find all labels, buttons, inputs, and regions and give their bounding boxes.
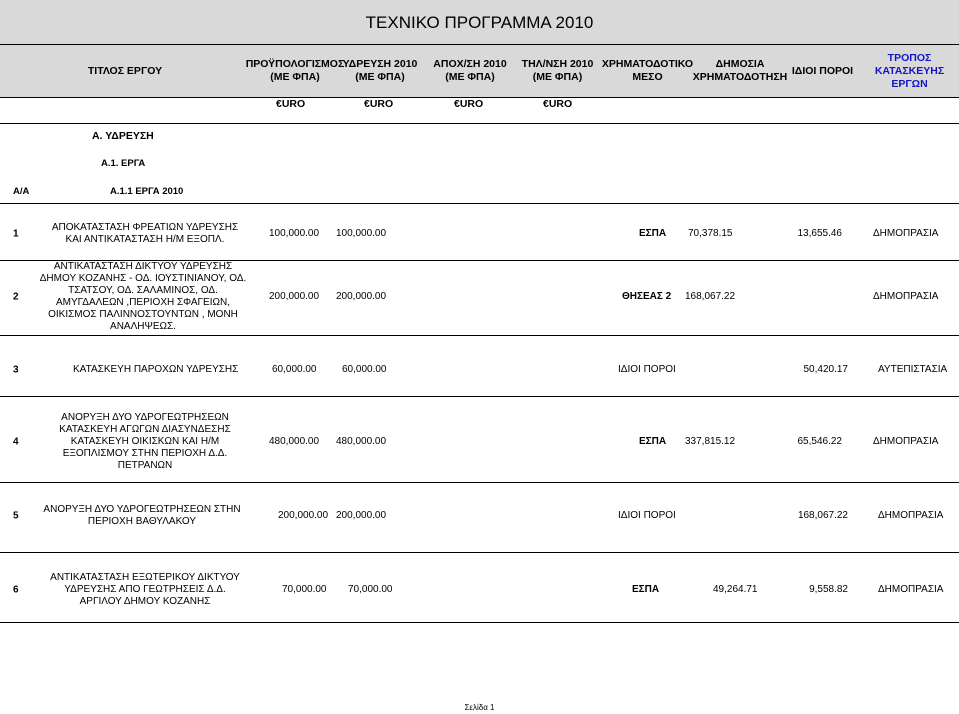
row-number: 3 xyxy=(13,364,19,376)
row-number: 2 xyxy=(13,291,19,303)
table-row xyxy=(0,214,959,254)
header-financial: ΧΡΗΜΑΤΟΔΟΤΙΚΟ ΜΕΣΟ xyxy=(601,58,694,83)
page-footer: Σελίδα 1 xyxy=(464,703,495,712)
header-water: ΥΔΡΕΥΣΗ 2010 (ΜΕ ΦΠΑ) xyxy=(342,58,418,83)
row-budget: 480,000.00 xyxy=(269,436,320,447)
row-funding: ΘΗΣΕΑΣ 2 xyxy=(622,291,672,302)
row-budget: 100,000.00 xyxy=(269,228,320,239)
row-title: ΑΝΟΡΥΞΗ ΔΥΟ ΥΔΡΟΓΕΩΤΡΗΣΕΩΝ ΚΑΤΑΣΚΕΥΗ ΑΓΩΓΩΝ ΔΙΑΣΥΝΔΕΣΗΣ ΚΑΤΑΣΚΕΥΗ ΟΙΚΙΣΚΩΝ ΚΑΙ Η/Μ ΕΞΟΠΛΙΣΜΟΥ ΣΤΗΝ ΠΕΡΙΟΧΗ Δ.Δ. ΠΕΤΡΑΝΩΝ xyxy=(59,412,231,471)
row-own: 168,067.22 xyxy=(797,510,848,521)
table-row xyxy=(0,570,959,610)
row-title: ΑΝΟΡΥΞΗ ΔΥΟ ΥΔΡΟΓΕΩΤΡΗΣΕΩΝ ΣΤΗΝ ΠΕΡΙΟΧΗ ΒΑΘΥΛΑΚΟΥ xyxy=(43,504,241,527)
row-method: ΔΗΜΟΠΡΑΣΙΑ xyxy=(878,510,944,521)
row-title: ΑΠΟΚΑΤΑΣΤΑΣΗ ΦΡΕΑΤΙΩΝ ΥΔΡΕΥΣΗΣ ΚΑΙ ΑΝΤΙΚΑΤΑΣΤΑΣΗ Η/Μ ΕΞΟΠΛ. xyxy=(51,222,239,245)
euro-label: €URO xyxy=(454,98,484,110)
row-public: 337,815.12 xyxy=(685,436,736,447)
row-budget: 200,000.00 xyxy=(278,510,329,521)
header-own: ΙΔΙΟΙ ΠΟΡΟΙ xyxy=(791,64,854,77)
rule xyxy=(0,482,959,483)
row-water: 480,000.00 xyxy=(336,436,387,447)
row-title: ΑΝΤΙΚΑΤΑΣΤΑΣΗ ΕΞΩΤΕΡΙΚΟΥ ΔΙΚΤΥΟΥ ΥΔΡΕΥΣΗΣ ΑΠΟ ΓΕΩΤΡΗΣΕΙΣ Δ.Δ. ΑΡΓΙΛΟΥ ΔΗΜΟΥ ΚΟΖΑΝΗΣ xyxy=(50,572,240,607)
section-a: Α. ΥΔΡΕΥΣΗ xyxy=(92,130,154,142)
euro-label: €URO xyxy=(276,98,306,110)
header-public: ΔΗΜΟΣΙΑ ΧΡΗΜΑΤΟΔΟΤΗΣΗ xyxy=(692,58,788,83)
row-water: 200,000.00 xyxy=(336,291,387,302)
row-water: 70,000.00 xyxy=(348,584,393,595)
header-thl: ΤΗΛ/ΝΣΗ 2010 (ΜΕ ΦΠΑ) xyxy=(521,58,594,83)
table-row xyxy=(0,503,959,529)
row-budget: 60,000.00 xyxy=(272,364,317,375)
header-apox: ΑΠΟΧ/ΣΗ 2010 (ΜΕ ΦΠΑ) xyxy=(433,58,507,83)
row-title: ΚΑΤΑΣΚΕΥΗ ΠΑΡΟΧΩΝ ΥΔΡΕΥΣΗΣ xyxy=(73,364,239,375)
row-method: ΔΗΜΟΠΡΑΣΙΑ xyxy=(873,228,939,239)
row-number: 5 xyxy=(13,510,19,522)
row-method: ΔΗΜΟΠΡΑΣΙΑ xyxy=(873,436,939,447)
row-number: 1 xyxy=(13,228,19,240)
row-water: 200,000.00 xyxy=(336,510,387,521)
row-funding: ΙΔΙΟΙ ΠΟΡΟΙ xyxy=(618,364,676,375)
row-own: 50,420.17 xyxy=(803,364,848,375)
row-method: ΔΗΜΟΠΡΑΣΙΑ xyxy=(873,291,939,302)
row-budget: 70,000.00 xyxy=(282,584,327,595)
header-method: ΤΡΟΠΟΣ ΚΑΤΑΣΚΕΥΗΣ ΕΡΓΩΝ xyxy=(874,51,945,90)
row-water: 100,000.00 xyxy=(336,228,387,239)
row-number: 6 xyxy=(13,584,19,596)
row-own: 65,546.22 xyxy=(797,436,842,447)
rule xyxy=(0,123,959,124)
euro-label: €URO xyxy=(543,98,573,110)
row-funding: ΕΣΠΑ xyxy=(632,584,660,595)
rule xyxy=(0,335,959,336)
row-water: 60,000.00 xyxy=(342,364,387,375)
row-method: ΑΥΤΕΠΙΣΤΑΣΙΑ xyxy=(878,364,948,375)
row-public: 49,264.71 xyxy=(713,584,758,595)
rule xyxy=(0,203,959,204)
row-funding: ΕΣΠΑ xyxy=(639,228,667,239)
row-public: 70,378.15 xyxy=(688,228,733,239)
table-row xyxy=(0,261,959,332)
row-funding: ΕΣΠΑ xyxy=(639,436,667,447)
row-own: 9,558.82 xyxy=(809,584,848,595)
rule xyxy=(0,622,959,623)
row-funding: ΙΔΙΟΙ ΠΟΡΟΙ xyxy=(618,510,676,521)
table-row xyxy=(0,414,959,470)
euro-label: €URO xyxy=(364,98,394,110)
table-row xyxy=(0,360,959,380)
page-title: ΤΕΧΝΙΚΟ ΠΡΟΓΡΑΜΜΑ 2010 xyxy=(365,13,594,32)
column-aa: Α/Α xyxy=(13,186,30,197)
row-own: 13,655.46 xyxy=(797,228,842,239)
header-title: ΤΙΤΛΟΣ ΕΡΓΟΥ xyxy=(87,64,163,77)
row-public: 168,067.22 xyxy=(685,291,736,302)
row-budget: 200,000.00 xyxy=(269,291,320,302)
section-a1: Α.1. ΕΡΓΑ xyxy=(101,158,146,169)
row-method: ΔΗΜΟΠΡΑΣΙΑ xyxy=(878,584,944,595)
header-budget: ΠΡΟΫΠΟΛΟΓΙΣΜΟΣ (ΜΕ ΦΠΑ) xyxy=(245,58,345,83)
row-title: ΑΝΤΙΚΑΤΑΣΤΑΣΗ ΔΙΚΤΥΟΥ ΥΔΡΕΥΣΗΣ ΔΗΜΟΥ ΚΟΖΑΝΗΣ - ΟΔ. ΙΟΥΣΤΙΝΙΑΝΟΥ, ΟΔ. ΤΣΑΤΣΟΥ, ΟΔ. ΣΑΛΑΜΙΝΟΣ, ΟΔ. ΑΜΥΓΔΑΛΕΩΝ ,ΠΕΡΙΟΧΗ ΣΦΑΓΕΙΩΝ, ΟΙΚΙΣΜΟΣ ΠΑΛΙΝΝΟΣΤΟΥΝΤΩΝ , ΜΟΝΗ ΑΝΑΛΗΨΕΩΣ. xyxy=(39,261,247,332)
rule xyxy=(0,552,959,553)
row-number: 4 xyxy=(13,436,19,448)
rule xyxy=(0,396,959,397)
section-a11: Α.1.1 ΕΡΓΑ 2010 xyxy=(110,186,184,197)
